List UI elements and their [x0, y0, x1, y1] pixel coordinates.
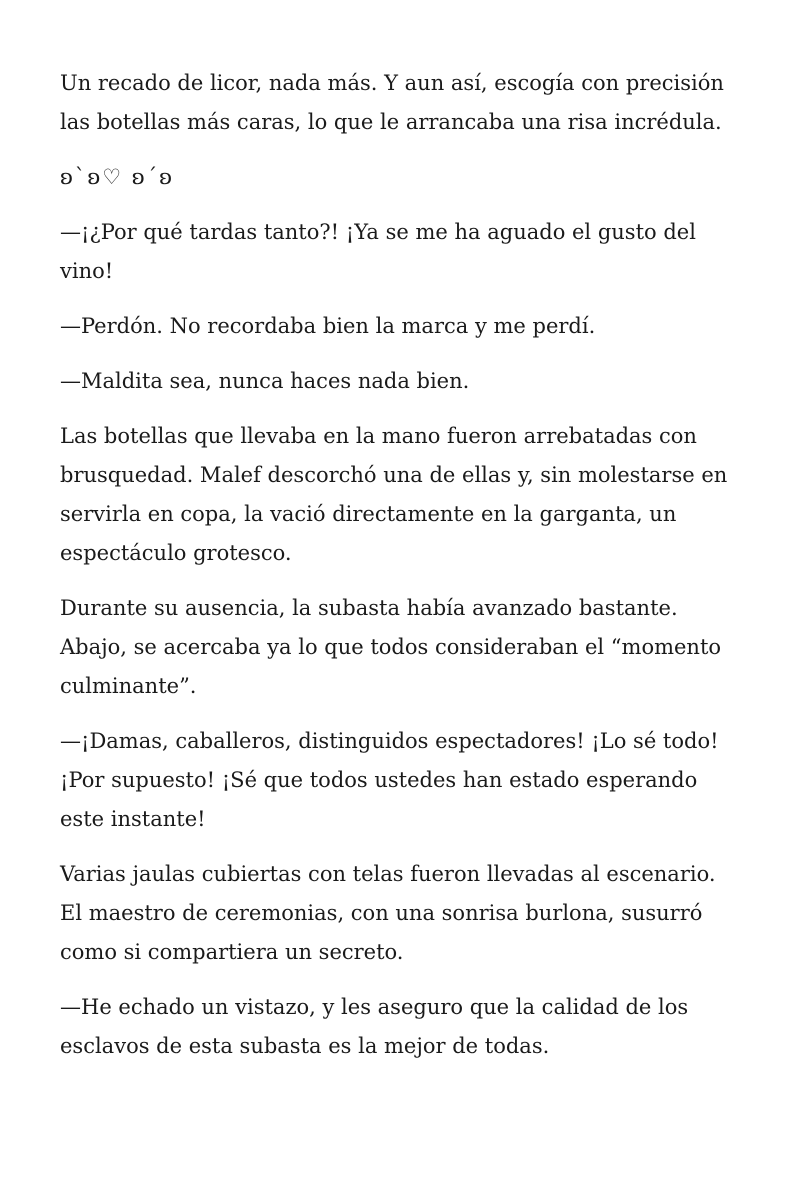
dialogue-line: —¡¿Por qué tardas tanto?! ¡Ya se me ha aguado el gusto del vino! — [60, 220, 696, 283]
paragraph-intro: Un recado de licor, nada más. Y aun así, escogía con precisión las botellas más caras, lo que le arrancaba una risa incrédula. — [60, 71, 724, 134]
dialogue-line: —Maldita sea, nunca haces nada bien. — [60, 369, 470, 393]
ornament-divider: ʚ`ʚ♡ ʚ´ʚ — [60, 165, 175, 189]
dialogue-line: —He echado un vistazo, y les aseguro que la calidad de los esclavos de esta subasta es la mejor de todas. — [60, 995, 689, 1058]
narrative-paragraph: Durante su ausencia, la subasta había avanzado bastante. Abajo, se acercaba ya lo que todos consideraban el “momento culminante”. — [60, 596, 722, 698]
dialogue-line: —Perdón. No recordaba bien la marca y me perdí. — [60, 314, 596, 338]
narrative-paragraph: Las botellas que llevaba en la mano fueron arrebatadas con brusquedad. Malef descorchó una de ellas y, sin molestarse en servirla en copa, la vació directamente en la garganta, un espectáculo grotesco. — [60, 424, 728, 565]
narrative-paragraph: Varias jaulas cubiertas con telas fueron llevadas al escenario. El maestro de ceremonias, con una sonrisa burlona, susurró como si compartiera un secreto. — [60, 862, 716, 964]
dialogue-line: —¡Damas, caballeros, distinguidos espectadores! ¡Lo sé todo! ¡Por supuesto! ¡Sé que todos ustedes han estado esperando este instante! — [60, 729, 719, 831]
